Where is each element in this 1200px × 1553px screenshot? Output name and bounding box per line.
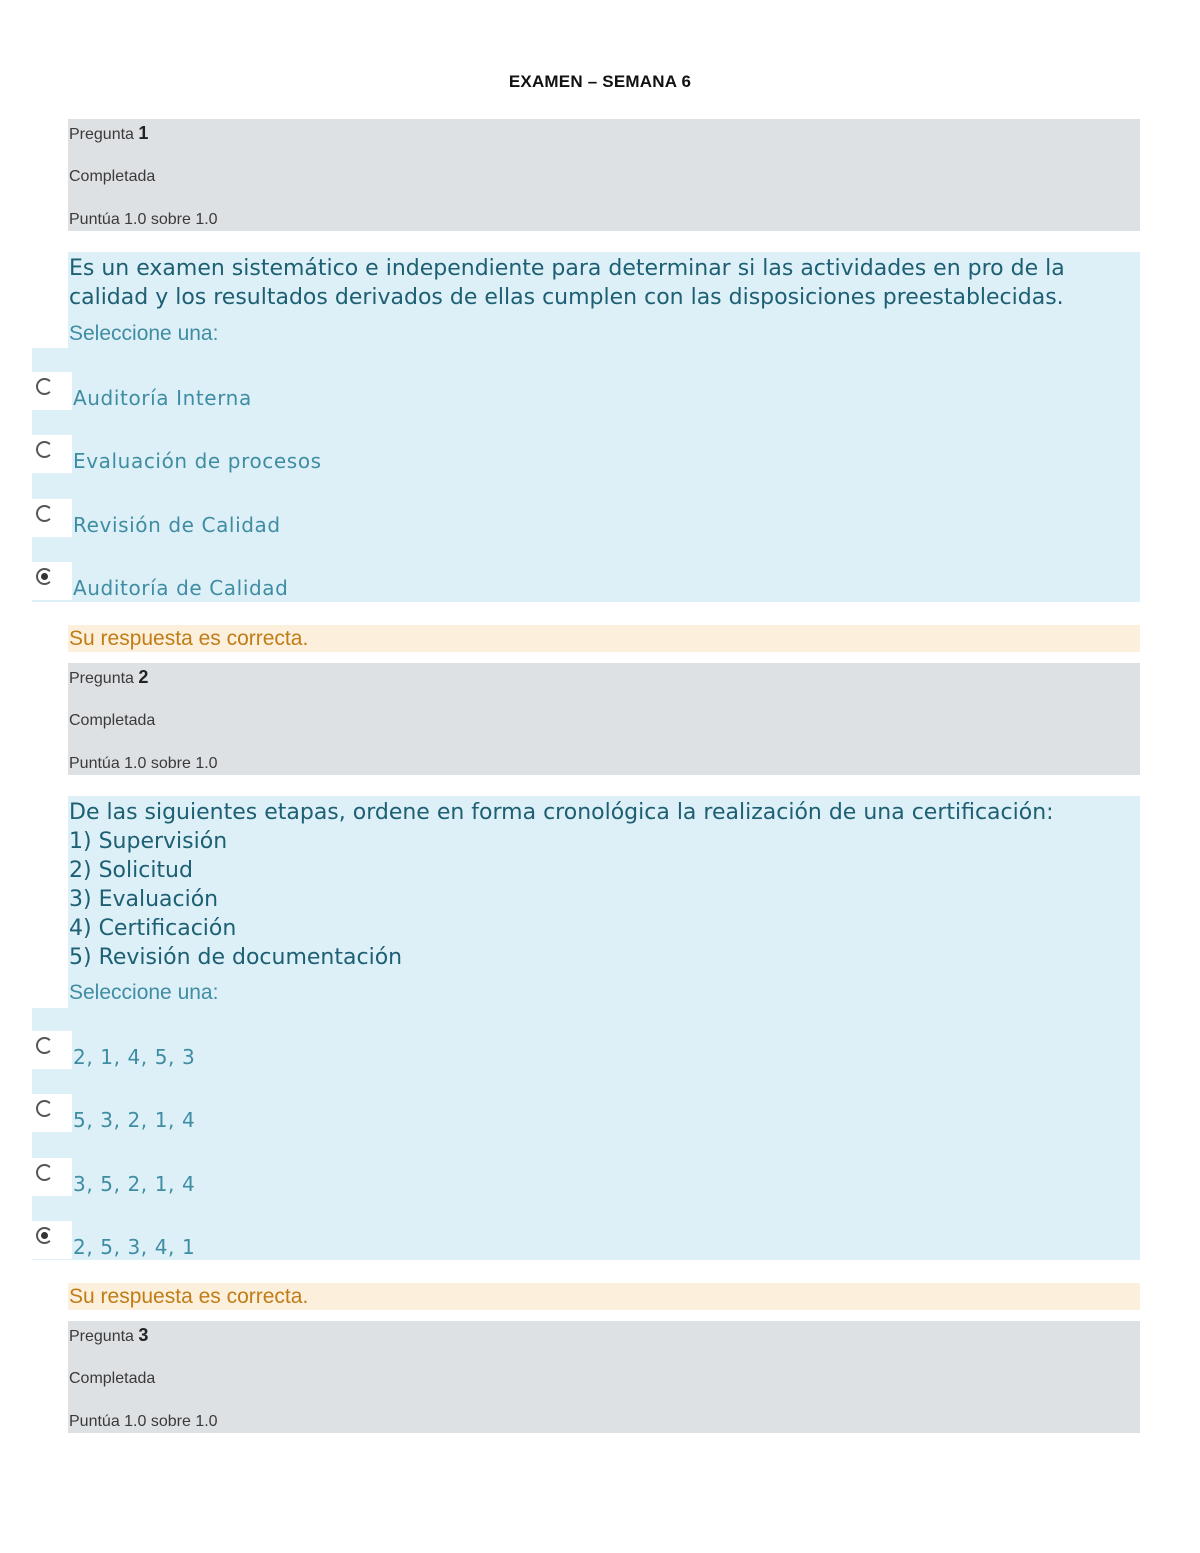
option-label[interactable]: Revisión de Calidad [73, 513, 281, 537]
question-text-line: 5) Revisión de documentación [69, 945, 403, 970]
answer-option[interactable] [32, 1094, 1140, 1156]
question-heading [69, 667, 148, 688]
radio-button[interactable] [36, 1100, 53, 1117]
feedback-text: Su respuesta es correcta. [69, 627, 309, 650]
radio-button[interactable] [36, 1037, 53, 1054]
radio-button[interactable] [36, 505, 53, 522]
answer-option[interactable] [32, 372, 1140, 434]
answer-option-selected[interactable] [32, 1221, 1140, 1283]
feedback-correct [68, 1283, 1140, 1310]
option-label[interactable]: 2, 5, 3, 4, 1 [73, 1235, 196, 1259]
question-heading [69, 123, 148, 144]
option-label[interactable]: 5, 3, 2, 1, 4 [73, 1108, 196, 1132]
question-info-1 [68, 119, 1140, 231]
question-text-line: calidad y los resultados derivados de ellas cumplen con las disposiciones preestablecidas. [69, 285, 1064, 310]
question-text-line: Es un examen sistemático e independiente para determinar si las actividades en pro de la [69, 256, 1065, 281]
question-info-2 [68, 663, 1140, 775]
option-label[interactable]: Auditoría de Calidad [73, 576, 289, 600]
option-label[interactable]: 2, 1, 4, 5, 3 [73, 1045, 196, 1069]
radio-button[interactable] [36, 1164, 53, 1181]
feedback-text: Su respuesta es correcta. [69, 1285, 309, 1308]
question-word: Pregunta [69, 126, 134, 143]
question-score: Puntúa 1.0 sobre 1.0 [69, 211, 218, 228]
question-info-3 [68, 1321, 1140, 1433]
question-text-line: 4) Certificación [69, 916, 237, 941]
select-label: Seleccione una: [69, 981, 219, 1004]
question-number: 3 [138, 1325, 149, 1345]
question-status: Completada [69, 168, 156, 185]
answer-option[interactable] [32, 435, 1140, 497]
question-status: Completada [69, 712, 156, 729]
question-text-2 [69, 798, 1054, 972]
question-status: Completada [69, 1370, 156, 1387]
question-score: Puntúa 1.0 sobre 1.0 [69, 755, 218, 772]
answer-option[interactable] [32, 499, 1140, 561]
question-text-line: De las siguientes etapas, ordene en forma cronológica la realización de una certificación: [69, 800, 1054, 825]
question-text-1 [69, 254, 1065, 312]
question-word: Pregunta [69, 670, 134, 687]
question-number: 2 [138, 667, 149, 687]
question-text-line: 3) Evaluación [69, 887, 219, 912]
question-score: Puntúa 1.0 sobre 1.0 [69, 1413, 218, 1430]
page-title: EXAMEN – SEMANA 6 [508, 72, 692, 91]
question-heading [69, 1325, 148, 1346]
radio-button[interactable] [36, 378, 53, 395]
feedback-correct [68, 625, 1140, 652]
radio-button-checked[interactable] [36, 1227, 53, 1244]
question-text-line: 2) Solicitud [69, 858, 193, 883]
select-label: Seleccione una: [69, 322, 219, 345]
question-text-line: 1) Supervisión [69, 829, 228, 854]
option-label[interactable]: Evaluación de procesos [73, 449, 322, 473]
option-label[interactable]: Auditoría Interna [73, 386, 252, 410]
answer-option[interactable] [32, 1031, 1140, 1093]
radio-button-checked[interactable] [36, 568, 53, 585]
option-label[interactable]: 3, 5, 2, 1, 4 [73, 1172, 196, 1196]
question-number: 1 [138, 123, 149, 143]
radio-button[interactable] [36, 441, 53, 458]
answer-option-selected[interactable] [32, 562, 1140, 624]
answer-option[interactable] [32, 1158, 1140, 1220]
question-word: Pregunta [69, 1328, 134, 1345]
